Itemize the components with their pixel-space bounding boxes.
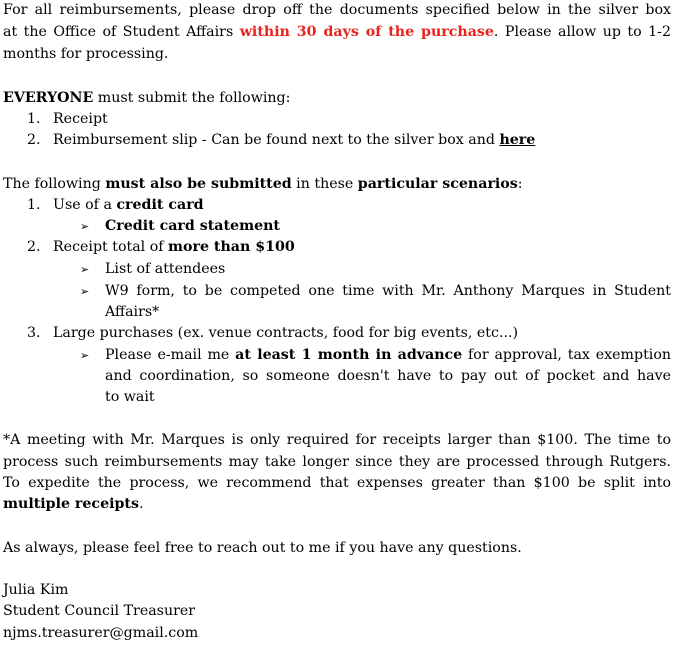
arrow-bullet-icon: ➢ [80,349,90,362]
s2-text: Receipt total of [53,239,169,255]
sub-email-advance-cont: and coordination, so someone doesn't have to pay out of pocket and have [105,368,671,384]
intro-line-2 [3,22,671,43]
sub-email-advance-end: to wait [105,389,155,405]
item-reimbursement-slip [53,130,535,151]
scen-text-3: : [517,176,523,192]
intro-line-3: months for processing. [3,46,169,62]
note-bold: multiple receipts [3,496,139,512]
slip-text: Reimbursement slip - Can be found next to the silver box and [53,132,500,148]
sub-w9-form: W9 form, to be competed one time with Mr. Anthony Marques in Student [105,283,671,299]
closing-line: As always, please feel free to reach out to me if you have any questions. [3,540,522,556]
scen-bold-2: particular scenarios [357,176,518,192]
s1-bold: credit card [116,197,204,213]
everyone-rest: must submit the following: [93,90,291,106]
item-number: 2. [27,239,41,255]
intro-line-1: For all reimbursements, please drop off the documents specified below in the silver box [3,2,671,18]
s1-text: Use of a [53,197,117,213]
item-number: 1. [27,197,41,213]
s1-sub-bold: Credit card statement [105,218,280,234]
intro-text: at the Office of Student Affairs [3,24,240,40]
scen-bold-1: must also be submitted [105,176,292,192]
arrow-bullet-icon: ➢ [80,220,90,233]
deadline-highlight: within 30 days of the purchase [239,24,494,40]
scen-text-1: The following [3,176,106,192]
note-line-3: To expedite the process, we recommend that expenses greater than $100 be split into [3,475,671,491]
item-number: 3. [27,325,41,341]
note-line-2: process such reimbursements may take longer since they are processed through Rutgers. [3,454,671,470]
signature-title: Student Council Treasurer [3,603,196,619]
sub-email-advance [105,345,671,366]
arrow-bullet-icon: ➢ [80,285,90,298]
s3-bold: at least 1 month in advance [235,347,463,363]
intro-text-end: . Please allow up to 1-2 [493,24,671,40]
signature-name: Julia Kim [3,582,69,598]
s2-bold: more than $100 [168,239,295,255]
here-link[interactable]: here [499,132,536,148]
sub-list-of-attendees: List of attendees [105,261,226,277]
signature-email[interactable]: njms.treasurer@gmail.com [3,625,199,641]
s3-text-c: for approval, tax exemption [462,347,671,363]
scenario-large-purchases: Large purchases (ex. venue contracts, food for big events, etc...) [53,325,518,341]
everyone-heading [3,88,290,109]
item-number: 1. [27,111,41,127]
sub-credit-card-statement [105,216,280,237]
scenario-credit-card [53,195,204,216]
note-line-1: *A meeting with Mr. Marques is only required for receipts larger than $100. The time to [3,432,671,448]
item-receipt: Receipt [53,111,108,127]
note-line-4 [3,494,143,515]
everyone-bold: EVERYONE [3,90,94,106]
s3-text-a: Please e-mail me [105,347,236,363]
item-number: 2. [27,132,41,148]
scenarios-heading [3,174,523,195]
note-end: . [138,496,144,512]
arrow-bullet-icon: ➢ [80,263,90,276]
scen-text-2: in these [291,176,358,192]
sub-w9-form-cont: Affairs* [105,304,160,320]
scenario-over-100 [53,237,295,258]
